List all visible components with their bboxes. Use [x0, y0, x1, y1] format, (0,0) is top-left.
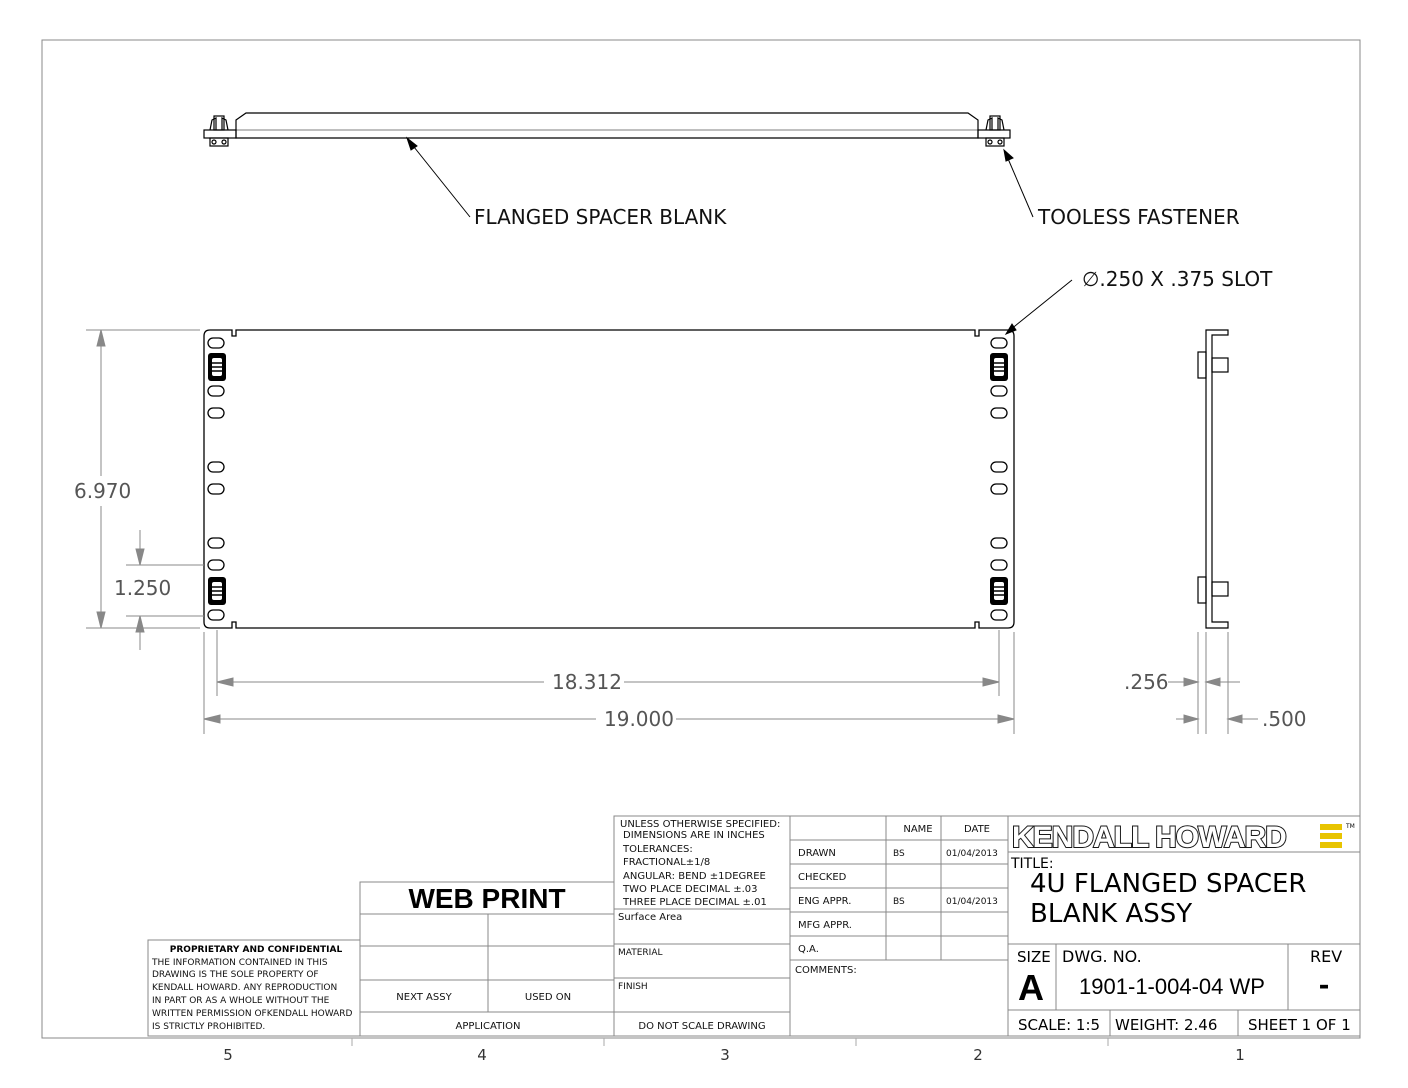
svg-text:ANGULAR: BEND ±1DEGREE: ANGULAR: BEND ±1DEGREE	[623, 871, 766, 882]
svg-text:THE INFORMATION CONTAINED IN T: THE INFORMATION CONTAINED IN THIS	[152, 958, 328, 968]
dim-height: 6.970	[74, 479, 132, 503]
fastener-heads-right	[990, 353, 1008, 605]
scale-label: SCALE: 1:5	[1018, 1016, 1101, 1034]
size-label: SIZE	[1017, 948, 1051, 966]
svg-text:KENDALL HOWARD. ANY REPRODUCT: KENDALL HOWARD. ANY REPRODUCTION	[152, 983, 338, 993]
web-print-label: WEB PRINT	[408, 883, 566, 914]
next-assy-label: NEXT ASSY	[396, 992, 452, 1003]
zone-2: 2	[973, 1046, 983, 1064]
zone-4: 4	[477, 1046, 487, 1064]
company-logo	[1012, 821, 1355, 854]
flanged-spacer-blank-callout: FLANGED SPACER BLANK	[474, 205, 727, 229]
slot-callout: ∅.250 X .375 SLOT	[1082, 267, 1273, 291]
svg-text:ENG APPR.: ENG APPR.	[798, 896, 852, 907]
col-date-header: DATE	[963, 824, 991, 835]
application-label: APPLICATION	[455, 1021, 521, 1032]
slot-leader	[1006, 280, 1072, 334]
dwg-no-label: DWG. NO.	[1062, 947, 1142, 966]
size-value: A	[1018, 967, 1044, 1008]
dim-overall-width: 19.000	[604, 707, 674, 731]
proprietary-text	[151, 958, 353, 1032]
do-not-scale-label: DO NOT SCALE DRAWING	[638, 1021, 766, 1032]
dim-hole-span: 18.312	[552, 670, 622, 694]
svg-text:DRAWN: DRAWN	[798, 848, 836, 859]
zone-3: 3	[720, 1046, 730, 1064]
rev-label: REV	[1310, 947, 1343, 966]
svg-text:IN PART OR AS A WHOLE WITHOUT: IN PART OR AS A WHOLE WITHOUT THE	[152, 996, 330, 1006]
tooless-fastener-left	[204, 116, 236, 146]
svg-text:CHECKED: CHECKED	[798, 872, 847, 883]
company-name: KENDALL HOWARD	[1012, 821, 1286, 854]
material-label: MATERIAL	[618, 948, 663, 958]
finish-label: FINISH	[618, 982, 648, 992]
rev-value: -	[1318, 971, 1330, 1001]
title-line-2: BLANK ASSY	[1030, 899, 1193, 929]
title-line-1: 4U FLANGED SPACER	[1030, 869, 1307, 899]
used-on-label: USED ON	[524, 992, 572, 1003]
svg-text:BS: BS	[893, 897, 905, 907]
svg-text:FRACTIONAL±1/8: FRACTIONAL±1/8	[623, 857, 711, 868]
proprietary-title: PROPRIETARY AND CONFIDENTIAL	[169, 945, 343, 955]
zone-1: 1	[1235, 1046, 1245, 1064]
zone-ticks	[352, 1038, 1108, 1046]
front-view	[204, 330, 1014, 628]
svg-text:Q.A.: Q.A.	[798, 944, 819, 955]
svg-text:01/04/2013: 01/04/2013	[946, 849, 998, 859]
tolerance-notes	[620, 819, 780, 908]
svg-text:TOLERANCES:: TOLERANCES:	[623, 844, 693, 855]
svg-text:WRITTEN PERMISSION OFKENDALL H: WRITTEN PERMISSION OFKENDALL HOWARD	[152, 1009, 353, 1019]
svg-text:UNLESS OTHERWISE SPECIFIED:: UNLESS OTHERWISE SPECIFIED:	[620, 819, 781, 830]
svg-text:DIMENSIONS ARE IN INCHES: DIMENSIONS ARE IN INCHES	[623, 830, 765, 841]
dim-flange-depth: .256	[1124, 670, 1169, 694]
tooless-fastener-callout: TOOLESS FASTENER	[1038, 205, 1240, 229]
svg-text:DRAWING IS THE SOLE PROPERTY O: DRAWING IS THE SOLE PROPERTY OF	[152, 970, 319, 980]
svg-text:IS STRICTLY PROHIBITED.: IS STRICTLY PROHIBITED.	[152, 1022, 266, 1032]
dim-hole-offset: 1.250	[114, 576, 172, 600]
weight-label: WEIGHT: 2.46	[1115, 1016, 1218, 1034]
tooless-fastener-right	[978, 116, 1010, 146]
col-name-header: NAME	[903, 824, 933, 835]
svg-text:01/04/2013: 01/04/2013	[946, 897, 998, 907]
surface-area-label: Surface Area	[618, 912, 683, 923]
svg-text:THREE PLACE DECIMAL ±.01: THREE PLACE DECIMAL ±.01	[623, 897, 767, 908]
dim-side-depth: .500	[1262, 707, 1307, 731]
zone-5: 5	[223, 1046, 233, 1064]
trademark: TM	[1346, 823, 1355, 830]
side-view	[1198, 330, 1228, 628]
title-label: TITLE:	[1011, 856, 1054, 872]
svg-text:TWO PLACE DECIMAL ±.03: TWO PLACE DECIMAL ±.03	[623, 884, 758, 895]
drawing-number: 1901-1-004-04 WP	[1079, 974, 1265, 999]
sheet-label: SHEET 1 OF 1	[1248, 1016, 1351, 1034]
svg-text:BS: BS	[893, 849, 905, 859]
dimension-lines	[86, 330, 1258, 734]
comments-label: COMMENTS:	[795, 965, 857, 976]
top-view	[204, 113, 1010, 146]
svg-text:MFG APPR.: MFG APPR.	[798, 920, 852, 931]
